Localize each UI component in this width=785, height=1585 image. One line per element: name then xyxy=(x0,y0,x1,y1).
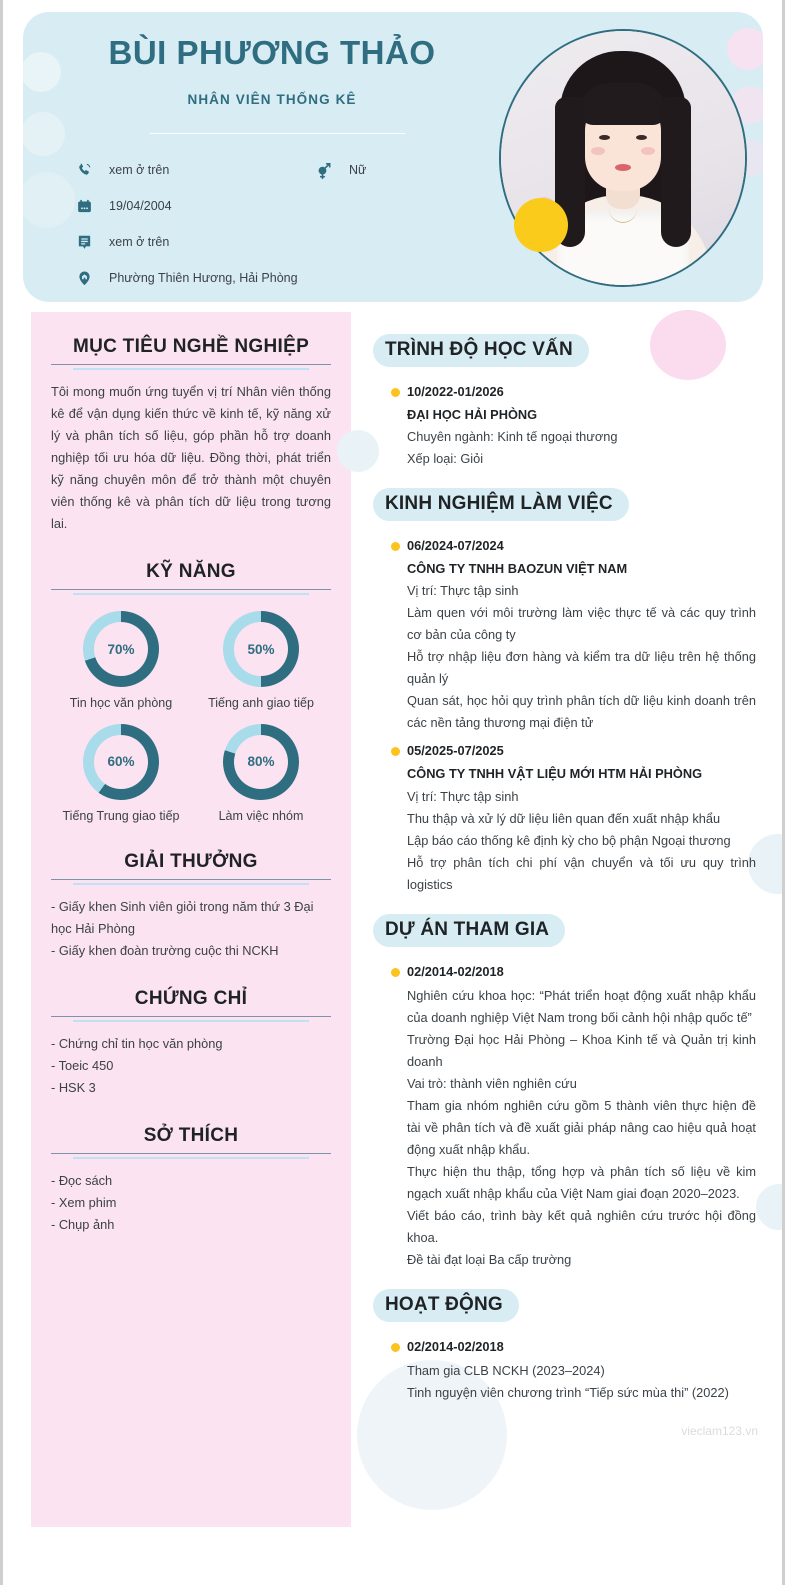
text-line: - Giấy khen đoàn trường cuộc thi NCKH xyxy=(51,942,279,958)
experience-date: 05/2025-07/2025 xyxy=(407,743,756,758)
section-hobbies xyxy=(51,1125,331,1236)
awards-list xyxy=(51,896,331,962)
section-education xyxy=(373,334,756,470)
gender-icon xyxy=(313,160,335,182)
contact-info-group xyxy=(73,160,481,290)
skill-name-label: Tiếng Trung giao tiếp xyxy=(62,808,180,823)
yellow-circle-decoration xyxy=(514,198,568,252)
skill-item xyxy=(51,611,191,712)
hobbies-list xyxy=(51,1170,331,1236)
rule xyxy=(73,368,308,370)
watermark: vieclam123.vn xyxy=(681,1423,758,1438)
rule xyxy=(51,879,331,880)
experience-item xyxy=(373,743,756,895)
email-icon xyxy=(73,232,95,254)
experience-list xyxy=(373,538,756,895)
experience-company: CÔNG TY TNHH VẬT LIỆU MỚI HTM HẢI PHÒNG xyxy=(407,766,703,782)
objective-text: Tôi mong muốn ứng tuyển vị trí Nhân viên thống kê để vận dụng kiến thức về kinh tế, kỹ năng xử lý và phân tích số liệu, góp phần hỗ trợ doanh nghiệp tối ưu hóa dữ liệu. Đồng thời, phát triển kỹ năng chuyên môn để trở thành một chuyên viên thống kê và phân tích dữ liệu trong tương lai. xyxy=(51,384,331,531)
education-details xyxy=(407,426,756,470)
phone-icon xyxy=(73,160,95,182)
text-line: Vai trò: thành viên nghiên cứu xyxy=(407,1075,577,1091)
text-line: - HSK 3 xyxy=(51,1079,96,1095)
skill-item xyxy=(191,611,331,712)
text-line: - Chụp ảnh xyxy=(51,1216,115,1232)
section-title-awards: GIẢI THƯỞNG xyxy=(124,850,258,872)
section-certificates xyxy=(51,988,331,1099)
rule xyxy=(73,1157,308,1159)
experience-detail-line: Quan sát, học hỏi quy trình phân tích dữ liệu kinh doanh trên các nền tảng thương mại điện tử xyxy=(407,693,756,731)
section-skills xyxy=(51,561,331,825)
text-line: Nghiên cứu khoa học: “Phát triển hoạt động xuất nhập khẩu của doanh nghiệp Việt Nam trong bối cảnh hội nhập quốc tế” xyxy=(407,987,756,1025)
rule xyxy=(51,589,331,590)
skill-item xyxy=(51,724,191,825)
cv-left-column xyxy=(31,312,351,1527)
experience-position: Vị trí: Thực tập sinh xyxy=(407,788,519,804)
education-date: 10/2022-01/2026 xyxy=(407,384,756,399)
cv-header xyxy=(17,12,768,312)
experience-detail-line: Hỗ trợ nhập liệu đơn hàng và kiểm tra dữ liệu trên hệ thống quản lý xyxy=(407,649,756,687)
text-line: Trường Đại học Hải Phòng – Khoa Kinh tế và Quản trị kinh doanh xyxy=(407,1031,756,1069)
experience-detail-line: Làm quen với môi trường làm việc thực tế và các quy trình cơ bản của công ty xyxy=(407,605,756,643)
skill-name-label: Tin học văn phòng xyxy=(69,696,173,710)
experience-position: Vị trí: Thực tập sinh xyxy=(407,583,519,599)
education-school: ĐẠI HỌC HẢI PHÒNG xyxy=(407,407,538,422)
contact-gender xyxy=(313,160,366,182)
text-line: - Giấy khen Sinh viên giỏi trong năm thứ 3 Đại học Hải Phòng xyxy=(51,898,314,936)
experience-date: 06/2024-07/2024 xyxy=(407,538,756,553)
experience-detail-line: Hỗ trợ phân tích chi phí vận chuyển và tối ưu quy trình logistics xyxy=(407,854,756,892)
text-line: Xếp loại: Giỏi xyxy=(407,451,484,467)
profile-photo-area xyxy=(491,12,763,302)
project-date: 02/2014-02/2018 xyxy=(407,964,756,979)
skill-item xyxy=(191,724,331,825)
section-title-activities: HOẠT ĐỘNG xyxy=(373,1289,519,1322)
text-line: - Xem phim xyxy=(51,1194,117,1210)
project-details xyxy=(407,985,756,1271)
text-line: - Chứng chỉ tin học văn phòng xyxy=(51,1035,223,1051)
candidate-job-title: NHÂN VIÊN THỐNG KÊ xyxy=(187,91,357,107)
rule xyxy=(73,883,308,885)
header-divider xyxy=(150,133,405,134)
skill-name-label: Tiếng anh giao tiếp xyxy=(208,696,314,710)
contact-address-value: Phường Thiên Hương, Hải Phòng xyxy=(109,271,298,286)
rule xyxy=(73,1020,308,1022)
cv-right-column xyxy=(351,312,782,1448)
section-objective xyxy=(51,336,331,535)
location-icon xyxy=(73,268,95,290)
skill-donut-chart xyxy=(223,611,299,687)
rule xyxy=(51,1153,331,1154)
contact-birthdate xyxy=(73,196,481,218)
skill-name-label: Làm việc nhóm xyxy=(218,808,304,823)
section-title-objective: MỤC TIÊU NGHỀ NGHIỆP xyxy=(72,336,310,357)
section-projects xyxy=(373,914,756,1271)
contact-address xyxy=(73,268,481,290)
section-title-certificates: CHỨNG CHỈ xyxy=(134,987,248,1009)
section-awards xyxy=(51,851,331,962)
skill-donut-chart xyxy=(223,724,299,800)
section-activities xyxy=(373,1289,756,1404)
contact-email-value: xem ở trên xyxy=(109,235,170,250)
text-line: Chuyên ngành: Kinh tế ngoại thương xyxy=(407,429,618,445)
text-line: Tham gia nhóm nghiên cứu gồm 5 thành viên thực hiện đề tài về phân tích và đề xuất giải pháp nâng cao hiệu quả hoạt động xuất nhập khẩu. xyxy=(407,1097,756,1157)
experience-item xyxy=(373,538,756,734)
rule xyxy=(51,364,331,365)
text-line: - Đọc sách xyxy=(51,1172,113,1188)
contact-email xyxy=(73,232,481,254)
text-line: Viết báo cáo, trình bày kết quả nghiên cứu trước hội đồng khoa. xyxy=(407,1207,756,1245)
activity-date: 02/2014-02/2018 xyxy=(407,1339,756,1354)
calendar-icon xyxy=(73,196,95,218)
header-card xyxy=(23,12,763,302)
skill-percent-label: 60% xyxy=(94,735,148,789)
skill-percent-label: 80% xyxy=(234,735,288,789)
text-line: Thực hiện thu thập, tổng hợp và phân tích số liệu về kim ngạch xuất nhập khẩu của Việt Nam giai đoạn 2020–2023. xyxy=(407,1163,756,1201)
skill-donut-chart xyxy=(83,611,159,687)
circle-decoration xyxy=(756,1184,785,1230)
contact-phone xyxy=(73,160,481,182)
certificates-list xyxy=(51,1033,331,1099)
rule xyxy=(73,593,308,595)
section-title-projects: DỰ ÁN THAM GIA xyxy=(373,914,565,947)
section-title-skills: KỸ NĂNG xyxy=(146,561,236,582)
contact-phone-value: xem ở trên xyxy=(109,163,170,178)
section-title-hobbies: SỞ THÍCH xyxy=(143,1124,239,1146)
skill-percent-label: 50% xyxy=(234,622,288,676)
experience-company: CÔNG TY TNHH BAOZUN VIỆT NAM xyxy=(407,561,628,577)
experience-detail-line: Thu thập và xử lý dữ liệu liên quan đến xuất nhập khẩu xyxy=(407,810,721,826)
rule xyxy=(51,1016,331,1017)
skill-donut-chart xyxy=(83,724,159,800)
text-line: - Toeic 450 xyxy=(51,1057,114,1073)
skills-grid xyxy=(51,611,331,825)
section-experience xyxy=(373,488,756,895)
activity-details xyxy=(407,1360,756,1404)
text-line: Đề tài đạt loại Ba cấp trường xyxy=(407,1251,572,1267)
candidate-name: BÙI PHƯƠNG THẢO xyxy=(108,34,436,71)
experience-detail-line: Lập báo cáo thống kê định kỳ cho bộ phận Ngoại thương xyxy=(407,832,731,848)
section-title-education: TRÌNH ĐỘ HỌC VẤN xyxy=(373,334,589,367)
contact-birthdate-value: 19/04/2004 xyxy=(109,199,172,214)
section-title-experience: KINH NGHIỆM LÀM VIỆC xyxy=(373,488,629,521)
skill-percent-label: 70% xyxy=(94,622,148,676)
text-line: Tham gia CLB NCKH (2023–2024) xyxy=(407,1362,605,1378)
contact-gender-value: Nữ xyxy=(349,163,367,178)
cv-body xyxy=(3,312,782,1527)
text-line: Tinh nguyện viên chương trình “Tiếp sức mùa thi” (2022) xyxy=(407,1384,729,1400)
